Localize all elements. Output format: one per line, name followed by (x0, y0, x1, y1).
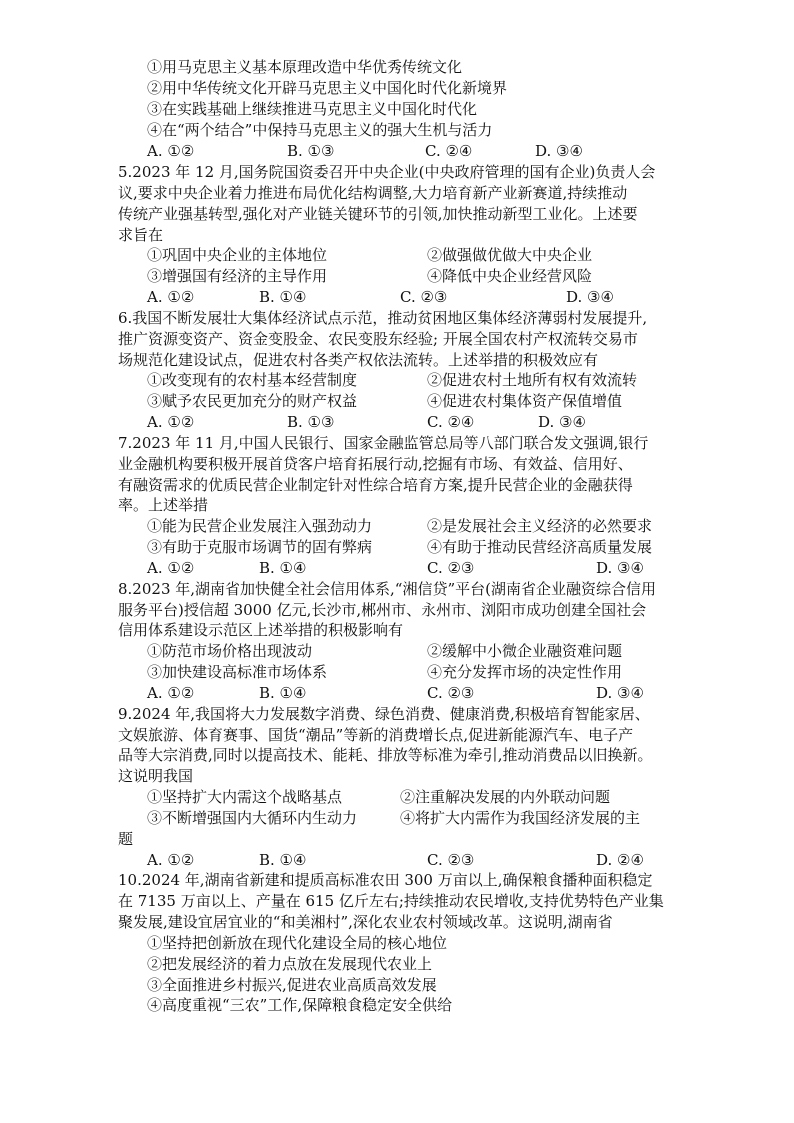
choice-b: B. ①④ (259, 559, 307, 577)
choice-a: A. ①② (147, 559, 195, 577)
option-item: ④降低中央企业经营风险 (427, 267, 593, 285)
option-item: ②是发展社会主义经济的必然要求 (427, 517, 653, 535)
question-stem: 求旨在 (118, 226, 164, 244)
option-item-continuation: 题 (118, 830, 134, 848)
question-stem: 服务平台)授信超 3000 亿元,长沙市,郴州市、永州市、浏阳市成功创建全国社会 (118, 601, 647, 619)
choice-a: A. ①② (147, 851, 195, 869)
option-item: ①防范市场价格出现波动 (147, 642, 313, 660)
choice-d: D. ③④ (538, 413, 586, 431)
question-stem: 品等大宗消费,同时以提高技术、能耗、排放等标准为牵引,推动消费品以旧换新。 (118, 746, 653, 764)
choice-a: A. ①② (147, 142, 195, 160)
question-stem: 推广资源变资产、资金变股金、农民变股东经验; 开展全国农村产权流转交易市 (118, 330, 638, 348)
choice-a: A. ①② (147, 288, 195, 306)
option-item: ③赋予农民更加充分的财产权益 (147, 392, 358, 410)
option-item: ②缓解中小微企业融资难问题 (427, 642, 623, 660)
option-item: ③全面推进乡村振兴,促进农业高质高效发展 (147, 976, 437, 994)
option-item: ②注重解决发展的内外联动问题 (400, 788, 611, 806)
option-item: ①能为民营企业发展注入强劲动力 (147, 517, 373, 535)
question-stem: 率。上述举措 (118, 496, 209, 514)
choice-c: C. ②④ (427, 413, 475, 431)
option-item: ④在“两个结合”中保持马克思主义的强大生机与活力 (147, 121, 493, 139)
option-item: ①用马克思主义基本原理改造中华优秀传统文化 (147, 58, 463, 76)
choice-c: C. ②③ (400, 288, 448, 306)
option-item: ②做强做优做大中央企业 (427, 246, 593, 264)
question-stem: 信用体系建设示范区上述举措的积极影响有 (118, 621, 404, 639)
option-item: ④高度重视“三农”工作,保障粮食稳定安全供给 (147, 996, 453, 1014)
choice-b: B. ①④ (259, 851, 307, 869)
option-item: ②把发展经济的着力点放在发展现代农业上 (147, 955, 433, 973)
choice-b: B. ①③ (287, 142, 335, 160)
choice-a: A. ①② (147, 413, 195, 431)
question-stem: 议,要求中央企业着力推进布局优化结构调整,大力培育新产业新赛道,持续推动 (118, 184, 628, 202)
question-stem: 场规范化建设试点，促进农村各类产权依法流转。上述举措的积极效应有 (118, 351, 599, 369)
option-item: ③加快建设高标准市场体系 (147, 663, 328, 681)
option-item: ④将扩大内需作为我国经济发展的主 (400, 809, 641, 827)
choice-c: C. ②③ (427, 684, 475, 702)
option-item: ③增强国有经济的主导作用 (147, 267, 328, 285)
option-item: ③在实践基础上继续推进马克思主义中国化时代化 (147, 100, 478, 118)
option-item: ③不断增强国内大循环内生动力 (147, 809, 358, 827)
question-stem: 6.我国不断发展壮大集体经济试点示范，推动贫困地区集体经济薄弱村发展提升, (118, 309, 648, 327)
question-stem: 这说明我国 (118, 767, 194, 785)
question-stem: 7.2023 年 11 月,中国人民银行、国家金融监管总局等八部门联合发文强调,银行 (118, 434, 649, 452)
choice-c: C. ②④ (425, 142, 473, 160)
question-stem: 9.2024 年,我国将大力发展数字消费、绿色消费、健康消费,积极培育智能家居、 (118, 705, 650, 723)
choice-d: D. ③④ (596, 684, 644, 702)
option-item: ②用中华传统文化开辟马克思主义中国化时代化新境界 (147, 79, 508, 97)
option-item: ①坚持把创新放在现代化建设全局的核心地位 (147, 934, 448, 952)
choice-b: B. ①④ (259, 684, 307, 702)
choice-c: C. ②③ (427, 851, 475, 869)
choice-d: D. ③④ (566, 288, 614, 306)
choice-b: B. ①③ (287, 413, 335, 431)
option-item: ③有助于克服市场调节的固有弊病 (147, 538, 373, 556)
question-stem: 有融资需求的优质民营企业制定针对性综合培育方案,提升民营企业的金融获得 (118, 476, 633, 494)
option-item: ④充分发挥市场的决定性作用 (427, 663, 623, 681)
question-stem: 聚发展,建设宜居宜业的“和美湘村”,深化农业农村领域改革。这说明,湖南省 (118, 913, 613, 931)
choice-b: B. ①④ (259, 288, 307, 306)
choice-d: D. ②④ (596, 851, 644, 869)
choice-d: D. ③④ (596, 559, 644, 577)
choice-c: C. ②③ (427, 559, 475, 577)
choice-a: A. ①② (147, 684, 195, 702)
option-item: ④促进农村集体资产保值增值 (427, 392, 623, 410)
option-item: ①巩固中央企业的主体地位 (147, 246, 328, 264)
option-item: ②促进农村土地所有权有效流转 (427, 371, 638, 389)
option-item: ①坚持扩大内需这个战略基点 (147, 788, 343, 806)
question-stem: 文娱旅游、体育赛事、国货“潮品”等新的消费增长点,促进新能源汽车、电子产 (118, 726, 634, 744)
option-item: ④有助于推动民营经济高质量发展 (427, 538, 653, 556)
question-stem: 在 7135 万亩以上、产量在 615 亿斤左右;持续推动农民增收,支持优势特色产业集 (118, 892, 664, 910)
option-item: ①改变现有的农村基本经营制度 (147, 371, 358, 389)
question-stem: 8.2023 年,湖南省加快健全社会信用体系,“湘信贷”平台(湖南省企业融资综合信用 (118, 580, 656, 598)
question-stem: 传统产业强基转型,强化对产业链关键环节的引领,加快推动新型工业化。上述要 (118, 205, 638, 223)
question-stem: 5.2023 年 12 月,国务院国资委召开中央企业(中央政府管理的国有企业)负责人会 (118, 163, 656, 181)
question-stem: 业金融机构要积极开展首贷客户培育拓展行动,挖掘有市场、有效益、信用好、 (118, 455, 633, 473)
choice-d: D. ③④ (535, 142, 583, 160)
question-stem: 10.2024 年,湖南省新建和提质高标准农田 300 万亩以上,确保粮食播种面积稳定 (118, 871, 653, 889)
